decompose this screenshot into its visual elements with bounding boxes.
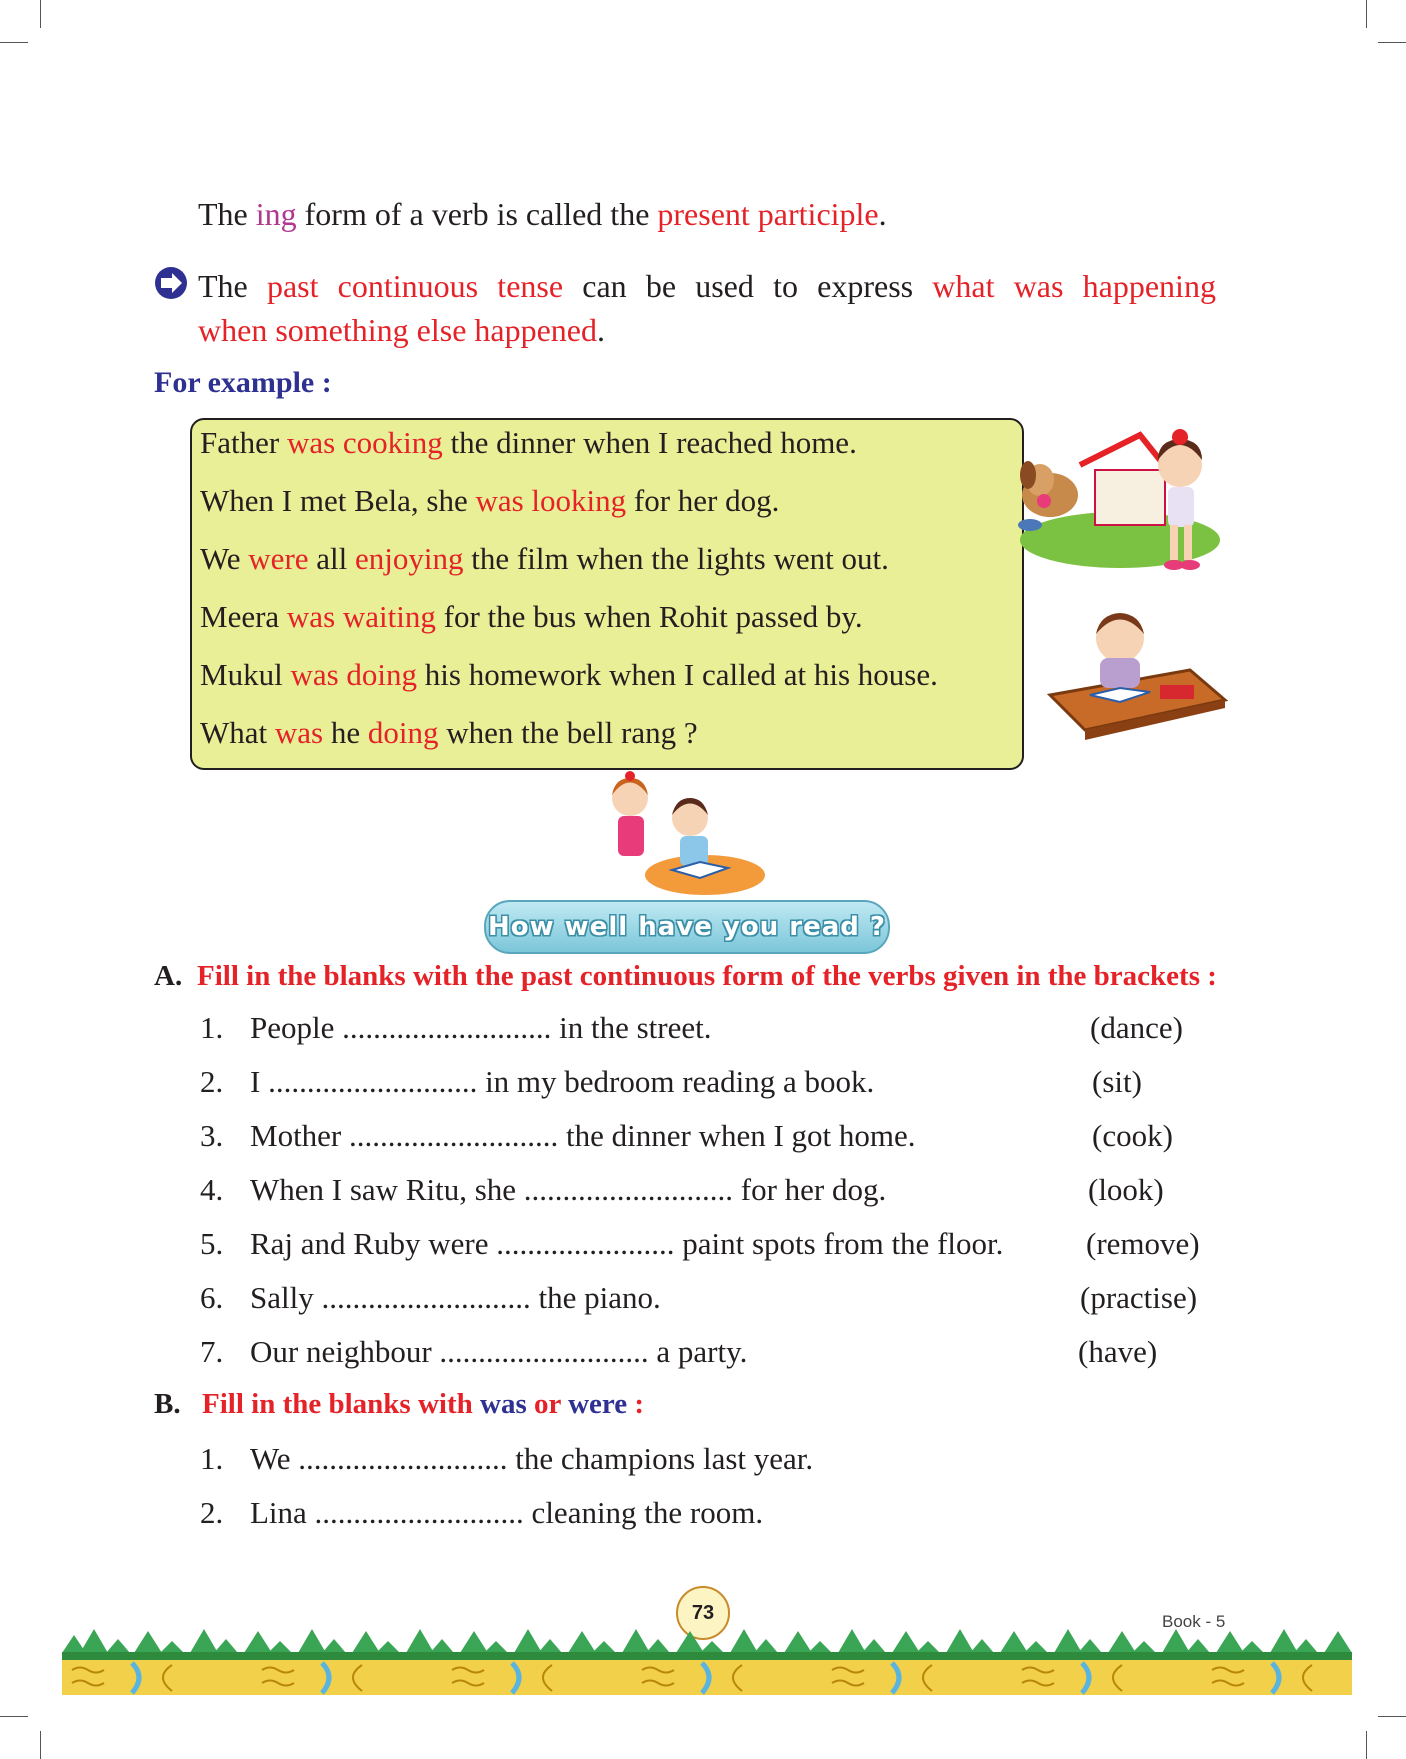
page-number: 73: [676, 1586, 730, 1640]
rule-word: past: [266, 268, 319, 304]
girl-with-dog-illustration: [1010, 425, 1230, 585]
crop-mark: [1366, 0, 1367, 28]
verb-hint: (remove): [1086, 1226, 1200, 1261]
question-number: 5.: [200, 1226, 224, 1261]
question-number: 4.: [200, 1172, 224, 1207]
example-box: [190, 418, 1024, 770]
rule-word: can: [582, 268, 627, 304]
section-a-heading: Fill in the blanks with the past continuous form of the verbs given in the brackets :: [197, 960, 1217, 992]
question-number: 1.: [200, 1010, 224, 1045]
how-well-banner: [484, 900, 890, 954]
rule-highlight: when something else happened: [198, 312, 597, 348]
verb-hint: (cook): [1092, 1118, 1173, 1153]
section-b-letter: B.: [154, 1388, 181, 1420]
rule-word: used: [695, 268, 754, 304]
crop-mark: [40, 0, 41, 28]
section-a-letter: A.: [154, 960, 183, 992]
example-sentence: Meera was waiting for the bus when Rohit passed by.: [200, 599, 863, 634]
example-sentence: Father was cooking the dinner when I reached home.: [200, 425, 857, 460]
rule-word: .: [597, 312, 605, 348]
verb-hint: (look): [1088, 1172, 1164, 1207]
present-participle-definition: [198, 196, 887, 233]
question-number: 7.: [200, 1334, 224, 1369]
verb-hint: (sit): [1092, 1064, 1142, 1099]
question-number: 2.: [200, 1064, 224, 1099]
question-text: When I saw Ritu, she ........................... for her dog.: [250, 1172, 887, 1207]
rule-word: what: [932, 268, 995, 304]
rule-word: to: [773, 268, 798, 304]
crop-mark: [0, 1716, 28, 1717]
past-continuous-rule: [198, 264, 1216, 352]
question-text: People ........................... in the street.: [250, 1010, 712, 1045]
verb-hint: (practise): [1080, 1280, 1198, 1315]
present-participle-term: present participle: [657, 196, 879, 232]
verb-hint: (have): [1078, 1334, 1158, 1369]
question-text: Mother ........................... the dinner when I got home.: [250, 1118, 916, 1153]
question-text: Sally ........................... the piano.: [250, 1280, 661, 1315]
question-text: We ........................... the champions last year.: [250, 1441, 814, 1476]
question-text: Lina ........................... cleaning the room.: [250, 1495, 764, 1530]
question-text: Our neighbour ........................... a party.: [250, 1334, 748, 1369]
definition-text: .: [878, 196, 887, 232]
example-sentence: We were all enjoying the film when the lights went out.: [200, 541, 889, 576]
section-b-heading: Fill in the blanks with was or were :: [202, 1388, 645, 1420]
question-number: 3.: [200, 1118, 224, 1153]
question-number: 1.: [200, 1441, 224, 1476]
ing-term: ing: [255, 196, 297, 232]
crop-mark: [1378, 1716, 1406, 1717]
example-sentence: Mukul was doing his homework when I called at his house.: [200, 657, 938, 692]
rule-word: tense: [497, 268, 564, 304]
decorative-footer-border: [62, 1615, 1352, 1695]
rule-word: happening: [1082, 268, 1216, 304]
example-sentence: What was he doing when the bell rang ?: [200, 715, 698, 750]
book-label: Book - 5: [1162, 1612, 1226, 1631]
crop-mark: [0, 42, 28, 43]
question-text: Raj and Ruby were ....................... paint spots from the floor.: [250, 1226, 1004, 1261]
crop-mark: [1378, 42, 1406, 43]
rule-word: continuous: [337, 268, 479, 304]
for-example-heading: For example :: [154, 366, 332, 399]
banner-text: How well have you read ?: [487, 912, 887, 942]
crop-mark: [40, 1731, 41, 1759]
crop-mark: [1366, 1731, 1367, 1759]
definition-text: form of a verb is called the: [304, 196, 650, 232]
arrow-bullet-icon: [154, 266, 188, 300]
rule-word: was: [1013, 268, 1064, 304]
definition-text: The: [198, 196, 248, 232]
question-text: I ........................... in my bedroom reading a book.: [250, 1064, 875, 1099]
verb-hint: (dance): [1090, 1010, 1183, 1045]
boy-reading-illustration: [1040, 600, 1230, 750]
question-number: 6.: [200, 1280, 224, 1315]
example-sentence: When I met Bela, she was looking for her dog.: [200, 483, 780, 518]
question-number: 2.: [200, 1495, 224, 1530]
rule-word: express: [817, 268, 914, 304]
kids-reading-illustration: [600, 770, 770, 905]
rule-word: be: [645, 268, 677, 304]
rule-word: The: [198, 268, 248, 304]
